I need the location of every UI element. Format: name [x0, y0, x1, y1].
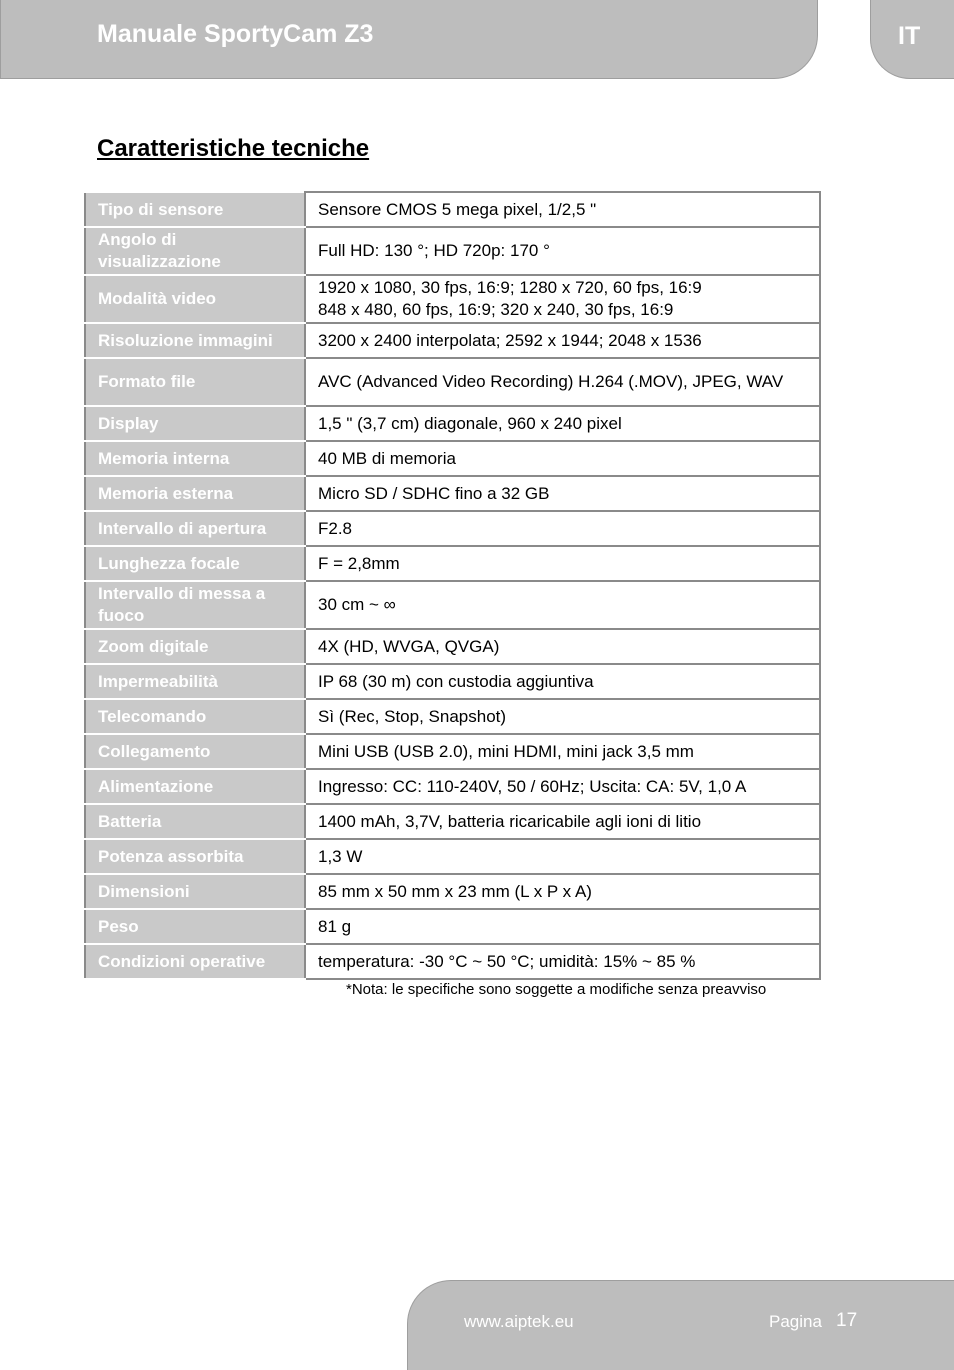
spec-label: Memoria esterna — [85, 476, 305, 511]
spec-label: Risoluzione immagini — [85, 323, 305, 358]
spec-value: Sensore CMOS 5 mega pixel, 1/2,5 " — [305, 192, 820, 227]
spec-value: 81 g — [305, 909, 820, 944]
specifications-table — [84, 191, 821, 980]
spec-label: Display — [85, 406, 305, 441]
table-row — [85, 323, 820, 358]
table-row — [85, 874, 820, 909]
spec-label: Condizioni operative — [85, 944, 305, 979]
table-row — [85, 804, 820, 839]
spec-value: Sì (Rec, Stop, Snapshot) — [305, 699, 820, 734]
disclaimer-note: *Nota: le specifiche sono soggette a modifiche senza preavviso — [346, 981, 767, 998]
table-row — [85, 358, 820, 406]
language-label: IT — [898, 22, 921, 50]
table-row — [85, 406, 820, 441]
spec-label: Impermeabilità — [85, 664, 305, 699]
spec-value: F2.8 — [305, 511, 820, 546]
website-link[interactable]: www.aiptek.eu — [464, 1312, 574, 1331]
table-row — [85, 629, 820, 664]
spec-value: IP 68 (30 m) con custodia aggiuntiva — [305, 664, 820, 699]
table-row — [85, 546, 820, 581]
spec-label: Tipo di sensore — [85, 192, 305, 227]
spec-label: Angolo di visualizzazione — [85, 227, 305, 275]
language-tab — [870, 0, 954, 79]
spec-label: Modalità video — [85, 275, 305, 323]
table-row — [85, 192, 820, 227]
spec-value: Micro SD / SDHC fino a 32 GB — [305, 476, 820, 511]
table-row — [85, 944, 820, 979]
section-title: Caratteristiche tecniche — [97, 135, 370, 162]
table-row — [85, 664, 820, 699]
table-row — [85, 581, 820, 629]
table-row — [85, 511, 820, 546]
table-row — [85, 909, 820, 944]
header-bar — [0, 0, 818, 79]
footer-bar — [407, 1280, 954, 1370]
page-number: 17 — [836, 1310, 858, 1331]
spec-value: 4X (HD, WVGA, QVGA) — [305, 629, 820, 664]
table-row — [85, 275, 820, 323]
table-row — [85, 699, 820, 734]
manual-title: Manuale SportyCam Z3 — [97, 20, 374, 48]
spec-label: Memoria interna — [85, 441, 305, 476]
spec-value: F = 2,8mm — [305, 546, 820, 581]
spec-label: Batteria — [85, 804, 305, 839]
page-label: Pagina — [769, 1312, 822, 1331]
spec-value: 1400 mAh, 3,7V, batteria ricaricabile agli ioni di litio — [305, 804, 820, 839]
spec-label: Formato file — [85, 358, 305, 406]
spec-value: 30 cm ~ ∞ — [305, 581, 820, 629]
spec-label: Dimensioni — [85, 874, 305, 909]
table-row — [85, 769, 820, 804]
table-row — [85, 734, 820, 769]
spec-value: 1,5 " (3,7 cm) diagonale, 960 x 240 pixel — [305, 406, 820, 441]
spec-value: temperatura: -30 °C ~ 50 °C; umidità: 15% ~ 85 % — [305, 944, 820, 979]
table-row — [85, 227, 820, 275]
spec-label: Collegamento — [85, 734, 305, 769]
spec-value: 40 MB di memoria — [305, 441, 820, 476]
spec-value: Full HD: 130 °; HD 720p: 170 ° — [305, 227, 820, 275]
spec-label: Zoom digitale — [85, 629, 305, 664]
spec-label: Telecomando — [85, 699, 305, 734]
spec-value: 3200 x 2400 interpolata; 2592 x 1944; 2048 x 1536 — [305, 323, 820, 358]
spec-value: Mini USB (USB 2.0), mini HDMI, mini jack 3,5 mm — [305, 734, 820, 769]
spec-label: Potenza assorbita — [85, 839, 305, 874]
spec-label: Lunghezza focale — [85, 546, 305, 581]
spec-label: Alimentazione — [85, 769, 305, 804]
spec-label: Intervallo di messa a fuoco — [85, 581, 305, 629]
spec-label: Intervallo di apertura — [85, 511, 305, 546]
table-row — [85, 441, 820, 476]
spec-value: Ingresso: CC: 110-240V, 50 / 60Hz; Uscita: CA: 5V, 1,0 A — [305, 769, 820, 804]
spec-value: 1,3 W — [305, 839, 820, 874]
spec-value: 1920 x 1080, 30 fps, 16:9; 1280 x 720, 60 fps, 16:9 848 x 480, 60 fps, 16:9; 320 x 240, 30 fps, 16:9 — [305, 275, 820, 323]
table-row — [85, 476, 820, 511]
table-row — [85, 839, 820, 874]
spec-value: AVC (Advanced Video Recording) H.264 (.MOV), JPEG, WAV — [305, 358, 820, 406]
spec-label: Peso — [85, 909, 305, 944]
spec-value: 85 mm x 50 mm x 23 mm (L x P x A) — [305, 874, 820, 909]
